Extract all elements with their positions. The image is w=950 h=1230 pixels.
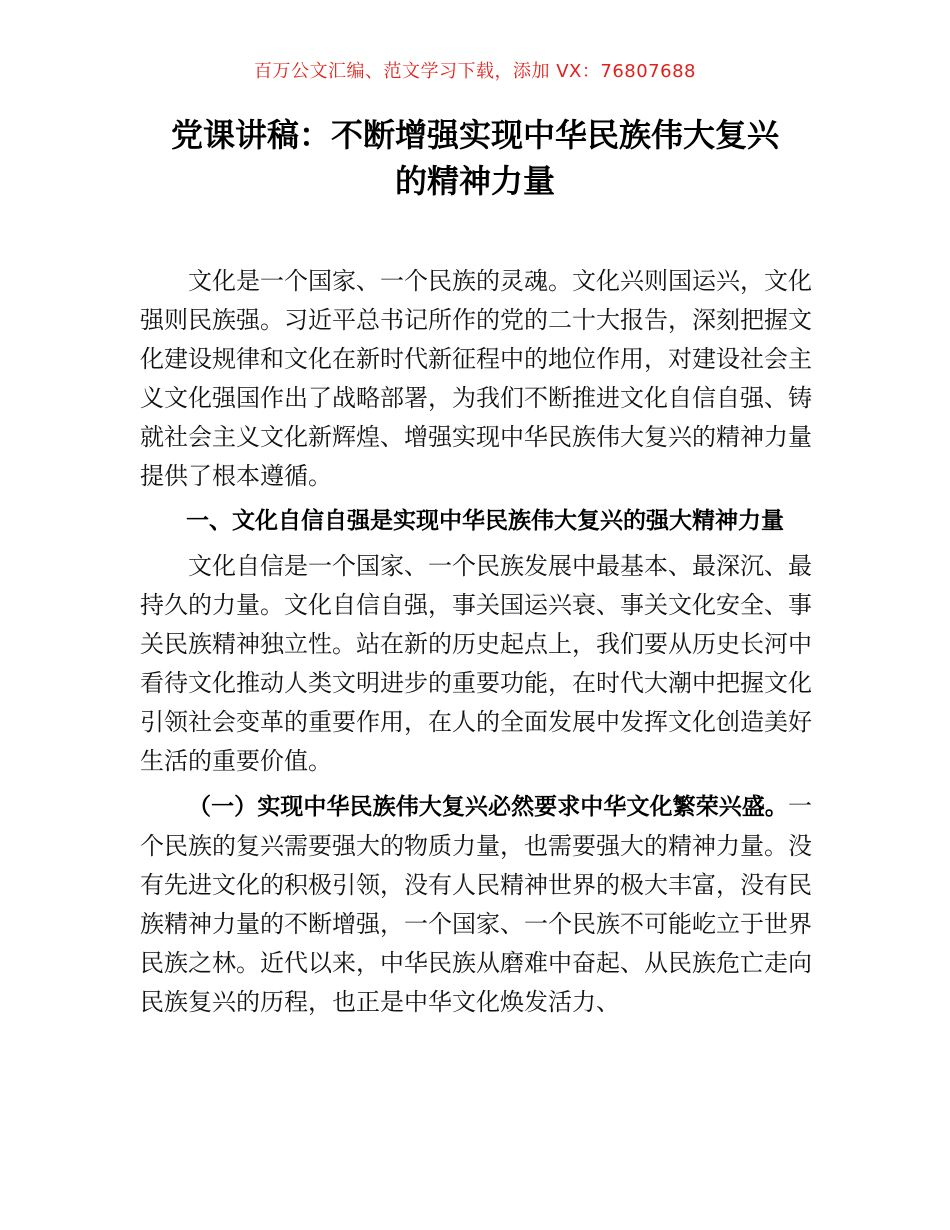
document-body [140, 262, 812, 1022]
paragraph-section-1: 文化自信是一个国家、一个民族发展中最基本、最深沉、最持久的力量。文化自信自强，事关国运兴衰、事关文化安全、事关民族精神独立性。站在新的历史起点上，我们要从历史长河中看待文化推动人类文明进步的重要功能，在时代大潮中把握文化引领社会变革的重要作用，在人的全面发展中发挥文化创造美好生活的重要价值。 [140, 552, 812, 775]
document-title [140, 112, 810, 204]
title-line-2: 的精神力量 [394, 162, 555, 200]
subsection-text-1: 一个民族的复兴需要强大的物质力量，也需要强大的精神力量。没有先进文化的积极引领，没有人民精神世界的极大丰富，没有民族精神力量的不断增强，一个国家、一个民族不可能屹立于世界民族之林。近代以来，中华民族从磨难中奋起、从民族危亡走向民族复兴的历程，也正是中华文化焕发活力、 [140, 792, 812, 1016]
paragraph-subsection-1 [140, 787, 812, 1022]
subsection-heading-1: （一）实现中华民族伟大复兴必然要求中华文化繁荣兴盛。 [188, 794, 788, 820]
watermark-header: 百万公文汇编、范文学习下载，添加 VX：76807688 [254, 61, 696, 82]
section-heading-1: 一、文化自信自强是实现中华民族伟大复兴的强大精神力量 [186, 508, 784, 534]
paragraph-intro: 文化是一个国家、一个民族的灵魂。文化兴则国运兴，文化强则民族强。习近平总书记所作的党的二十大报告，深刻把握文化建设规律和文化在新时代新征程中的地位作用，对建设社会主义文化强国作出了战略部署，为我们不断推进文化自信自强、铸就社会主义文化新辉煌、增强实现中华民族伟大复兴的精神力量提供了根本遵循。 [140, 267, 812, 490]
title-line-1: 党课讲稿：不断增强实现中华民族伟大复兴 [170, 116, 779, 154]
